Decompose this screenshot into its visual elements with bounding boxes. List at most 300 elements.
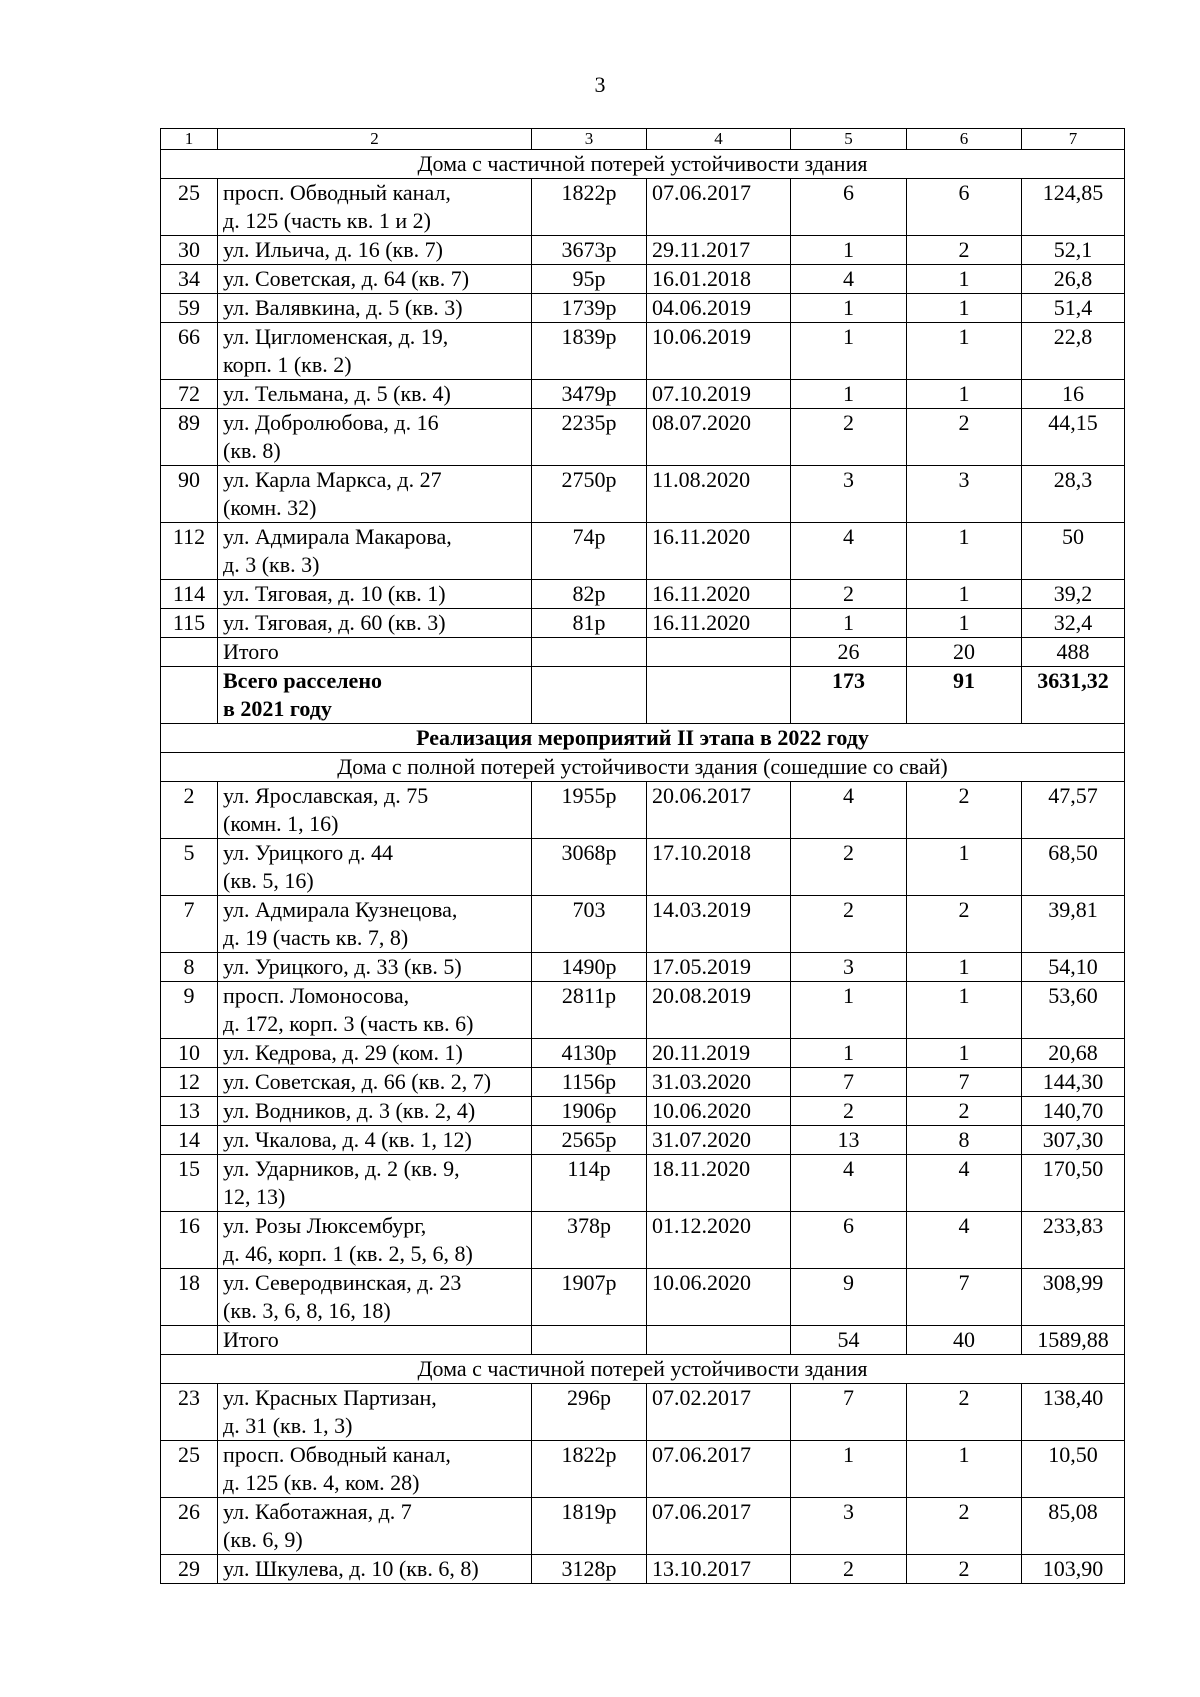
- column-6-cell: 1: [907, 323, 1022, 380]
- row-number-cell: 8: [161, 953, 218, 982]
- address-cell: [218, 1097, 532, 1126]
- area-cell: 26,8: [1022, 265, 1125, 294]
- column-5-cell: 4: [791, 1155, 907, 1212]
- address-line: (комн. 32): [223, 495, 317, 520]
- address-line: ул. Советская, д. 66 (кв. 2, 7): [223, 1069, 492, 1094]
- page-number: 3: [594, 72, 606, 97]
- address-line: ул. Чкалова, д. 4 (кв. 1, 12): [223, 1127, 472, 1152]
- order-number-cell: 2565р: [532, 1126, 647, 1155]
- address-cell: [218, 609, 532, 638]
- area-cell: 10,50: [1022, 1441, 1125, 1498]
- area-cell: 50: [1022, 523, 1125, 580]
- address-line: ул. Ильича, д. 16 (кв. 7): [223, 237, 443, 262]
- table-row: [161, 1498, 1125, 1555]
- column-5-cell: 2: [791, 1097, 907, 1126]
- order-number-cell: 2811р: [532, 982, 647, 1039]
- total-row: [161, 638, 1125, 667]
- address-cell: [218, 265, 532, 294]
- order-number-cell: 1490р: [532, 953, 647, 982]
- row-number-cell: 115: [161, 609, 218, 638]
- column-5-cell: 6: [791, 1212, 907, 1269]
- order-number-cell: 3479р: [532, 380, 647, 409]
- total-row: [161, 667, 1125, 724]
- column-5-cell: 4: [791, 265, 907, 294]
- address-line: (кв. 8): [223, 438, 281, 463]
- column-5-cell: 9: [791, 1269, 907, 1326]
- column-6-cell: 2: [907, 236, 1022, 265]
- address-cell: [218, 1498, 532, 1555]
- date-cell: 20.08.2019: [647, 982, 791, 1039]
- column-6-cell: 3: [907, 466, 1022, 523]
- table-row: [161, 782, 1125, 839]
- date-cell: 04.06.2019: [647, 294, 791, 323]
- row-number-cell: 66: [161, 323, 218, 380]
- total-column-6: 20: [907, 638, 1022, 667]
- address-cell: [218, 1555, 532, 1584]
- table-row: [161, 523, 1125, 580]
- table-row: [161, 896, 1125, 953]
- address-line: ул. Кедрова, д. 29 (ком. 1): [223, 1040, 463, 1065]
- address-cell: [218, 1269, 532, 1326]
- row-number-cell: 25: [161, 179, 218, 236]
- column-5-cell: 2: [791, 896, 907, 953]
- column-5-cell: 3: [791, 1498, 907, 1555]
- date-cell: 07.06.2017: [647, 1498, 791, 1555]
- area-cell: 54,10: [1022, 953, 1125, 982]
- table-row: [161, 236, 1125, 265]
- order-number-cell: 1839р: [532, 323, 647, 380]
- table-row: [161, 1441, 1125, 1498]
- area-cell: 103,90: [1022, 1555, 1125, 1584]
- address-cell: [218, 523, 532, 580]
- date-cell: 14.03.2019: [647, 896, 791, 953]
- column-5-cell: 1: [791, 982, 907, 1039]
- column-6-cell: 1: [907, 953, 1022, 982]
- column-6-cell: 6: [907, 179, 1022, 236]
- address-line: д. 3 (кв. 3): [223, 552, 320, 577]
- order-number-cell: 81р: [532, 609, 647, 638]
- address-line: ул. Тяговая, д. 60 (кв. 3): [223, 610, 446, 635]
- address-line: ул. Урицкого, д. 33 (кв. 5): [223, 954, 462, 979]
- column-5-cell: 3: [791, 466, 907, 523]
- row-number-cell: 72: [161, 380, 218, 409]
- column-6-cell: 2: [907, 1555, 1022, 1584]
- address-cell: [218, 1155, 532, 1212]
- address-cell: [218, 1126, 532, 1155]
- area-cell: 233,83: [1022, 1212, 1125, 1269]
- table-row: [161, 323, 1125, 380]
- order-number-cell: 1822р: [532, 1441, 647, 1498]
- row-number-cell: 112: [161, 523, 218, 580]
- total-column-6: 40: [907, 1326, 1022, 1355]
- order-number-cell: 1739р: [532, 294, 647, 323]
- column-6-cell: 1: [907, 265, 1022, 294]
- order-number-cell: 2235р: [532, 409, 647, 466]
- address-cell: [218, 409, 532, 466]
- table-row: [161, 1126, 1125, 1155]
- area-cell: 68,50: [1022, 839, 1125, 896]
- address-cell: [218, 466, 532, 523]
- date-cell: 07.06.2017: [647, 1441, 791, 1498]
- row-number-cell: 2: [161, 782, 218, 839]
- address-line: ул. Тяговая, д. 10 (кв. 1): [223, 581, 446, 606]
- total-area: 3631,32: [1022, 667, 1125, 724]
- row-number-cell: 29: [161, 1555, 218, 1584]
- column-5-cell: 2: [791, 839, 907, 896]
- column-number-cell: 6: [907, 129, 1022, 150]
- address-line: просп. Обводный канал,: [223, 180, 451, 205]
- date-cell: 18.11.2020: [647, 1155, 791, 1212]
- table-row: [161, 580, 1125, 609]
- total-row: [161, 1326, 1125, 1355]
- address-cell: [218, 580, 532, 609]
- table-row: [161, 1269, 1125, 1326]
- column-5-cell: 2: [791, 1555, 907, 1584]
- address-cell: [218, 896, 532, 953]
- column-5-cell: 3: [791, 953, 907, 982]
- address-line: д. 19 (часть кв. 7, 8): [223, 925, 409, 950]
- date-cell: 08.07.2020: [647, 409, 791, 466]
- total-label-cell: [218, 638, 532, 667]
- column-6-cell: 1: [907, 982, 1022, 1039]
- order-number-cell: 3673р: [532, 236, 647, 265]
- column-number-cell: 4: [647, 129, 791, 150]
- table-row: [161, 839, 1125, 896]
- order-number-cell: 3068р: [532, 839, 647, 896]
- column-6-cell: 7: [907, 1269, 1022, 1326]
- table-row: [161, 1555, 1125, 1584]
- row-number-cell: 14: [161, 1126, 218, 1155]
- section-title: Реализация мероприятий II этапа в 2022 году: [161, 724, 1125, 753]
- column-5-cell: 1: [791, 294, 907, 323]
- address-line: (комн. 1, 16): [223, 811, 339, 836]
- column-6-cell: 2: [907, 1384, 1022, 1441]
- order-number-cell: 2750р: [532, 466, 647, 523]
- column-5-cell: 7: [791, 1384, 907, 1441]
- table-row: [161, 982, 1125, 1039]
- resettlement-table: [160, 128, 1125, 1584]
- address-cell: [218, 1441, 532, 1498]
- column-number-cell: 2: [218, 129, 532, 150]
- row-number-cell: 7: [161, 896, 218, 953]
- date-cell: 10.06.2020: [647, 1269, 791, 1326]
- table-row: [161, 409, 1125, 466]
- section-header-row: [161, 753, 1125, 782]
- address-line: ул. Карла Маркса, д. 27: [223, 467, 442, 492]
- area-cell: 138,40: [1022, 1384, 1125, 1441]
- column-number-cell: 1: [161, 129, 218, 150]
- address-line: д. 46, корп. 1 (кв. 2, 5, 6, 8): [223, 1241, 473, 1266]
- address-line: 12, 13): [223, 1184, 286, 1209]
- total-label-line: Итого: [223, 639, 279, 664]
- row-number-cell: 26: [161, 1498, 218, 1555]
- address-line: ул. Красных Партизан,: [223, 1385, 437, 1410]
- column-6-cell: 1: [907, 523, 1022, 580]
- area-cell: 85,08: [1022, 1498, 1125, 1555]
- column-6-cell: 1: [907, 1039, 1022, 1068]
- column-5-cell: 4: [791, 782, 907, 839]
- row-number-cell: 18: [161, 1269, 218, 1326]
- column-number-cell: 5: [791, 129, 907, 150]
- table-row: [161, 466, 1125, 523]
- column-6-cell: 1: [907, 580, 1022, 609]
- column-6-cell: 4: [907, 1212, 1022, 1269]
- address-line: (кв. 6, 9): [223, 1527, 303, 1552]
- column-6-cell: 8: [907, 1126, 1022, 1155]
- order-number-cell: 703: [532, 896, 647, 953]
- empty-cell: [161, 1326, 218, 1355]
- column-5-cell: 6: [791, 179, 907, 236]
- total-column-5: 54: [791, 1326, 907, 1355]
- column-6-cell: 4: [907, 1155, 1022, 1212]
- address-line: просп. Обводный канал,: [223, 1442, 451, 1467]
- table-row: [161, 1068, 1125, 1097]
- section-title: Дома с частичной потерей устойчивости здания: [161, 150, 1125, 179]
- address-line: ул. Урицкого д. 44: [223, 840, 393, 865]
- column-number-cell: 7: [1022, 129, 1125, 150]
- row-number-cell: 89: [161, 409, 218, 466]
- date-cell: 10.06.2019: [647, 323, 791, 380]
- order-number-cell: 1907р: [532, 1269, 647, 1326]
- row-number-cell: 23: [161, 1384, 218, 1441]
- column-6-cell: 1: [907, 294, 1022, 323]
- address-line: д. 125 (кв. 4, ком. 28): [223, 1470, 420, 1495]
- date-cell: 16.11.2020: [647, 580, 791, 609]
- section-title: Дома с частичной потерей устойчивости здания: [161, 1355, 1125, 1384]
- address-cell: [218, 1212, 532, 1269]
- address-line: ул. Добролюбова, д. 16: [223, 410, 439, 435]
- area-cell: 16: [1022, 380, 1125, 409]
- column-5-cell: 1: [791, 380, 907, 409]
- order-number-cell: 1156р: [532, 1068, 647, 1097]
- area-cell: 39,2: [1022, 580, 1125, 609]
- order-number-cell: 114р: [532, 1155, 647, 1212]
- address-line: (кв. 5, 16): [223, 868, 314, 893]
- address-line: ул. Розы Люксембург,: [223, 1213, 427, 1238]
- column-6-cell: 1: [907, 380, 1022, 409]
- address-cell: [218, 1039, 532, 1068]
- address-line: просп. Ломоносова,: [223, 983, 410, 1008]
- row-number-cell: 10: [161, 1039, 218, 1068]
- address-line: ул. Цигломенская, д. 19,: [223, 324, 449, 349]
- address-line: корп. 1 (кв. 2): [223, 352, 352, 377]
- empty-cell: [161, 667, 218, 724]
- column-6-cell: 1: [907, 839, 1022, 896]
- area-cell: 22,8: [1022, 323, 1125, 380]
- row-number-cell: 15: [161, 1155, 218, 1212]
- date-cell: 16.11.2020: [647, 609, 791, 638]
- area-cell: 44,15: [1022, 409, 1125, 466]
- column-number-cell: 3: [532, 129, 647, 150]
- area-cell: 51,4: [1022, 294, 1125, 323]
- address-cell: [218, 380, 532, 409]
- area-cell: 170,50: [1022, 1155, 1125, 1212]
- address-line: д. 31 (кв. 1, 3): [223, 1413, 353, 1438]
- address-line: д. 125 (часть кв. 1 и 2): [223, 208, 431, 233]
- address-line: ул. Адмирала Макарова,: [223, 524, 452, 549]
- address-cell: [218, 179, 532, 236]
- table-row: [161, 953, 1125, 982]
- date-cell: 31.03.2020: [647, 1068, 791, 1097]
- date-cell: 13.10.2017: [647, 1555, 791, 1584]
- table-row: [161, 1039, 1125, 1068]
- date-cell: 10.06.2020: [647, 1097, 791, 1126]
- column-5-cell: 1: [791, 1039, 907, 1068]
- area-cell: 39,81: [1022, 896, 1125, 953]
- section-header-row: [161, 1355, 1125, 1384]
- row-number-cell: 114: [161, 580, 218, 609]
- section-header-row: [161, 724, 1125, 753]
- area-cell: 307,30: [1022, 1126, 1125, 1155]
- empty-cell: [647, 667, 791, 724]
- empty-cell: [532, 1326, 647, 1355]
- table-row: [161, 179, 1125, 236]
- table-row: [161, 1155, 1125, 1212]
- date-cell: 17.05.2019: [647, 953, 791, 982]
- address-line: ул. Ярославская, д. 75: [223, 783, 429, 808]
- column-5-cell: 1: [791, 236, 907, 265]
- column-5-cell: 1: [791, 609, 907, 638]
- order-number-cell: 1819р: [532, 1498, 647, 1555]
- total-label-line: Всего расселено: [223, 668, 382, 693]
- empty-cell: [647, 1326, 791, 1355]
- address-line: ул. Ударников, д. 2 (кв. 9,: [223, 1156, 460, 1181]
- order-number-cell: 296р: [532, 1384, 647, 1441]
- table-row: [161, 294, 1125, 323]
- order-number-cell: 95р: [532, 265, 647, 294]
- column-5-cell: 1: [791, 323, 907, 380]
- date-cell: 01.12.2020: [647, 1212, 791, 1269]
- table-row: [161, 1384, 1125, 1441]
- date-cell: 20.11.2019: [647, 1039, 791, 1068]
- empty-cell: [161, 638, 218, 667]
- total-label-cell: [218, 667, 532, 724]
- order-number-cell: 1906р: [532, 1097, 647, 1126]
- address-cell: [218, 1384, 532, 1441]
- column-5-cell: 2: [791, 409, 907, 466]
- address-line: ул. Советская, д. 64 (кв. 7): [223, 266, 470, 291]
- total-column-5: 26: [791, 638, 907, 667]
- total-label-line: Итого: [223, 1327, 279, 1352]
- address-cell: [218, 953, 532, 982]
- order-number-cell: 74р: [532, 523, 647, 580]
- column-6-cell: 2: [907, 1097, 1022, 1126]
- column-5-cell: 4: [791, 523, 907, 580]
- date-cell: 20.06.2017: [647, 782, 791, 839]
- section-header-row: [161, 150, 1125, 179]
- total-area: 488: [1022, 638, 1125, 667]
- table-row: [161, 380, 1125, 409]
- order-number-cell: 82р: [532, 580, 647, 609]
- address-line: ул. Шкулева, д. 10 (кв. 6, 8): [223, 1556, 479, 1581]
- column-6-cell: 7: [907, 1068, 1022, 1097]
- column-5-cell: 1: [791, 1441, 907, 1498]
- column-5-cell: 13: [791, 1126, 907, 1155]
- order-number-cell: 378р: [532, 1212, 647, 1269]
- table-row: [161, 265, 1125, 294]
- table-row: [161, 1097, 1125, 1126]
- row-number-cell: 5: [161, 839, 218, 896]
- area-cell: 124,85: [1022, 179, 1125, 236]
- date-cell: 16.01.2018: [647, 265, 791, 294]
- date-cell: 29.11.2017: [647, 236, 791, 265]
- address-line: (кв. 3, 6, 8, 16, 18): [223, 1298, 391, 1323]
- column-6-cell: 2: [907, 409, 1022, 466]
- total-column-6: 91: [907, 667, 1022, 724]
- address-line: ул. Валявкина, д. 5 (кв. 3): [223, 295, 463, 320]
- row-number-cell: 25: [161, 1441, 218, 1498]
- column-6-cell: 2: [907, 1498, 1022, 1555]
- row-number-cell: 16: [161, 1212, 218, 1269]
- empty-cell: [532, 638, 647, 667]
- date-cell: 17.10.2018: [647, 839, 791, 896]
- row-number-cell: 13: [161, 1097, 218, 1126]
- row-number-cell: 59: [161, 294, 218, 323]
- date-cell: 07.10.2019: [647, 380, 791, 409]
- row-number-cell: 34: [161, 265, 218, 294]
- area-cell: 32,4: [1022, 609, 1125, 638]
- area-cell: 140,70: [1022, 1097, 1125, 1126]
- total-label-line: в 2021 году: [223, 696, 332, 721]
- order-number-cell: 1822р: [532, 179, 647, 236]
- column-5-cell: 7: [791, 1068, 907, 1097]
- order-number-cell: 3128р: [532, 1555, 647, 1584]
- area-cell: 308,99: [1022, 1269, 1125, 1326]
- date-cell: 31.07.2020: [647, 1126, 791, 1155]
- total-column-5: 173: [791, 667, 907, 724]
- row-number-cell: 30: [161, 236, 218, 265]
- date-cell: 07.02.2017: [647, 1384, 791, 1441]
- date-cell: 07.06.2017: [647, 179, 791, 236]
- address-line: ул. Тельмана, д. 5 (кв. 4): [223, 381, 451, 406]
- address-line: ул. Водников, д. 3 (кв. 2, 4): [223, 1098, 476, 1123]
- address-cell: [218, 294, 532, 323]
- empty-cell: [647, 638, 791, 667]
- total-area: 1589,88: [1022, 1326, 1125, 1355]
- row-number-cell: 9: [161, 982, 218, 1039]
- address-cell: [218, 982, 532, 1039]
- column-5-cell: 2: [791, 580, 907, 609]
- address-line: д. 172, корп. 3 (часть кв. 6): [223, 1011, 474, 1036]
- area-cell: 53,60: [1022, 982, 1125, 1039]
- address-cell: [218, 782, 532, 839]
- column-6-cell: 2: [907, 782, 1022, 839]
- table-row: [161, 1212, 1125, 1269]
- address-line: ул. Северодвинская, д. 23: [223, 1270, 462, 1295]
- empty-cell: [532, 667, 647, 724]
- column-6-cell: 1: [907, 609, 1022, 638]
- address-cell: [218, 839, 532, 896]
- row-number-cell: 90: [161, 466, 218, 523]
- area-cell: 47,57: [1022, 782, 1125, 839]
- area-cell: 28,3: [1022, 466, 1125, 523]
- address-cell: [218, 236, 532, 265]
- section-title: Дома с полной потерей устойчивости здания (сошедшие со свай): [161, 753, 1125, 782]
- row-number-cell: 12: [161, 1068, 218, 1097]
- order-number-cell: 1955р: [532, 782, 647, 839]
- order-number-cell: 4130р: [532, 1039, 647, 1068]
- area-cell: 20,68: [1022, 1039, 1125, 1068]
- table-row: [161, 609, 1125, 638]
- address-cell: [218, 323, 532, 380]
- area-cell: 52,1: [1022, 236, 1125, 265]
- date-cell: 11.08.2020: [647, 466, 791, 523]
- column-6-cell: 1: [907, 1441, 1022, 1498]
- area-cell: 144,30: [1022, 1068, 1125, 1097]
- column-number-row: [161, 129, 1125, 150]
- total-label-cell: [218, 1326, 532, 1355]
- address-line: ул. Каботажная, д. 7: [223, 1499, 412, 1524]
